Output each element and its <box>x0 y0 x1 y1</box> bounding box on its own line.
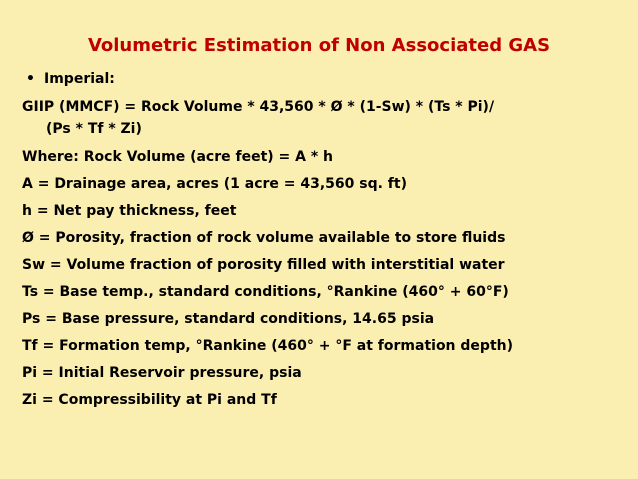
definition-porosity: Ø = Porosity, fraction of rock volume available to store fluids <box>22 230 506 246</box>
slide-title: Volumetric Estimation of Non Associated GAS <box>87 35 551 56</box>
definition-drainage-area: A = Drainage area, acres (1 acre = 43,560 sq. ft) <box>22 176 407 192</box>
definition-net-pay: h = Net pay thickness, feet <box>22 203 237 219</box>
definition-base-pressure: Ps = Base pressure, standard conditions, 14.65 psia <box>22 311 435 327</box>
formula-line-2: (Ps * Tf * Zi) <box>46 121 142 137</box>
definition-initial-pressure: Pi = Initial Reservoir pressure, psia <box>22 365 302 381</box>
definition-compressibility: Zi = Compressibility at Pi and Tf <box>22 392 277 408</box>
definition-formation-temperature: Tf = Formation temp, °Rankine (460° + °F at formation depth) <box>22 338 513 354</box>
bullet-imperial <box>22 66 628 92</box>
definition-water-saturation: Sw = Volume fraction of porosity filled with interstitial water <box>22 257 505 273</box>
formula-line-1: GIIP (MMCF) = Rock Volume * 43,560 * Ø * (1-Sw) * (Ts * Pi)/ <box>22 99 495 115</box>
definition-rock-volume: Where: Rock Volume (acre feet) = A * h <box>22 149 334 165</box>
slide-content <box>22 66 628 414</box>
definition-base-temperature: Ts = Base temp., standard conditions, °Rankine (460° + 60°F) <box>22 284 509 300</box>
giip-formula <box>22 96 628 140</box>
bullet-label: Imperial: <box>44 71 115 87</box>
bullet-icon: • <box>26 71 35 87</box>
